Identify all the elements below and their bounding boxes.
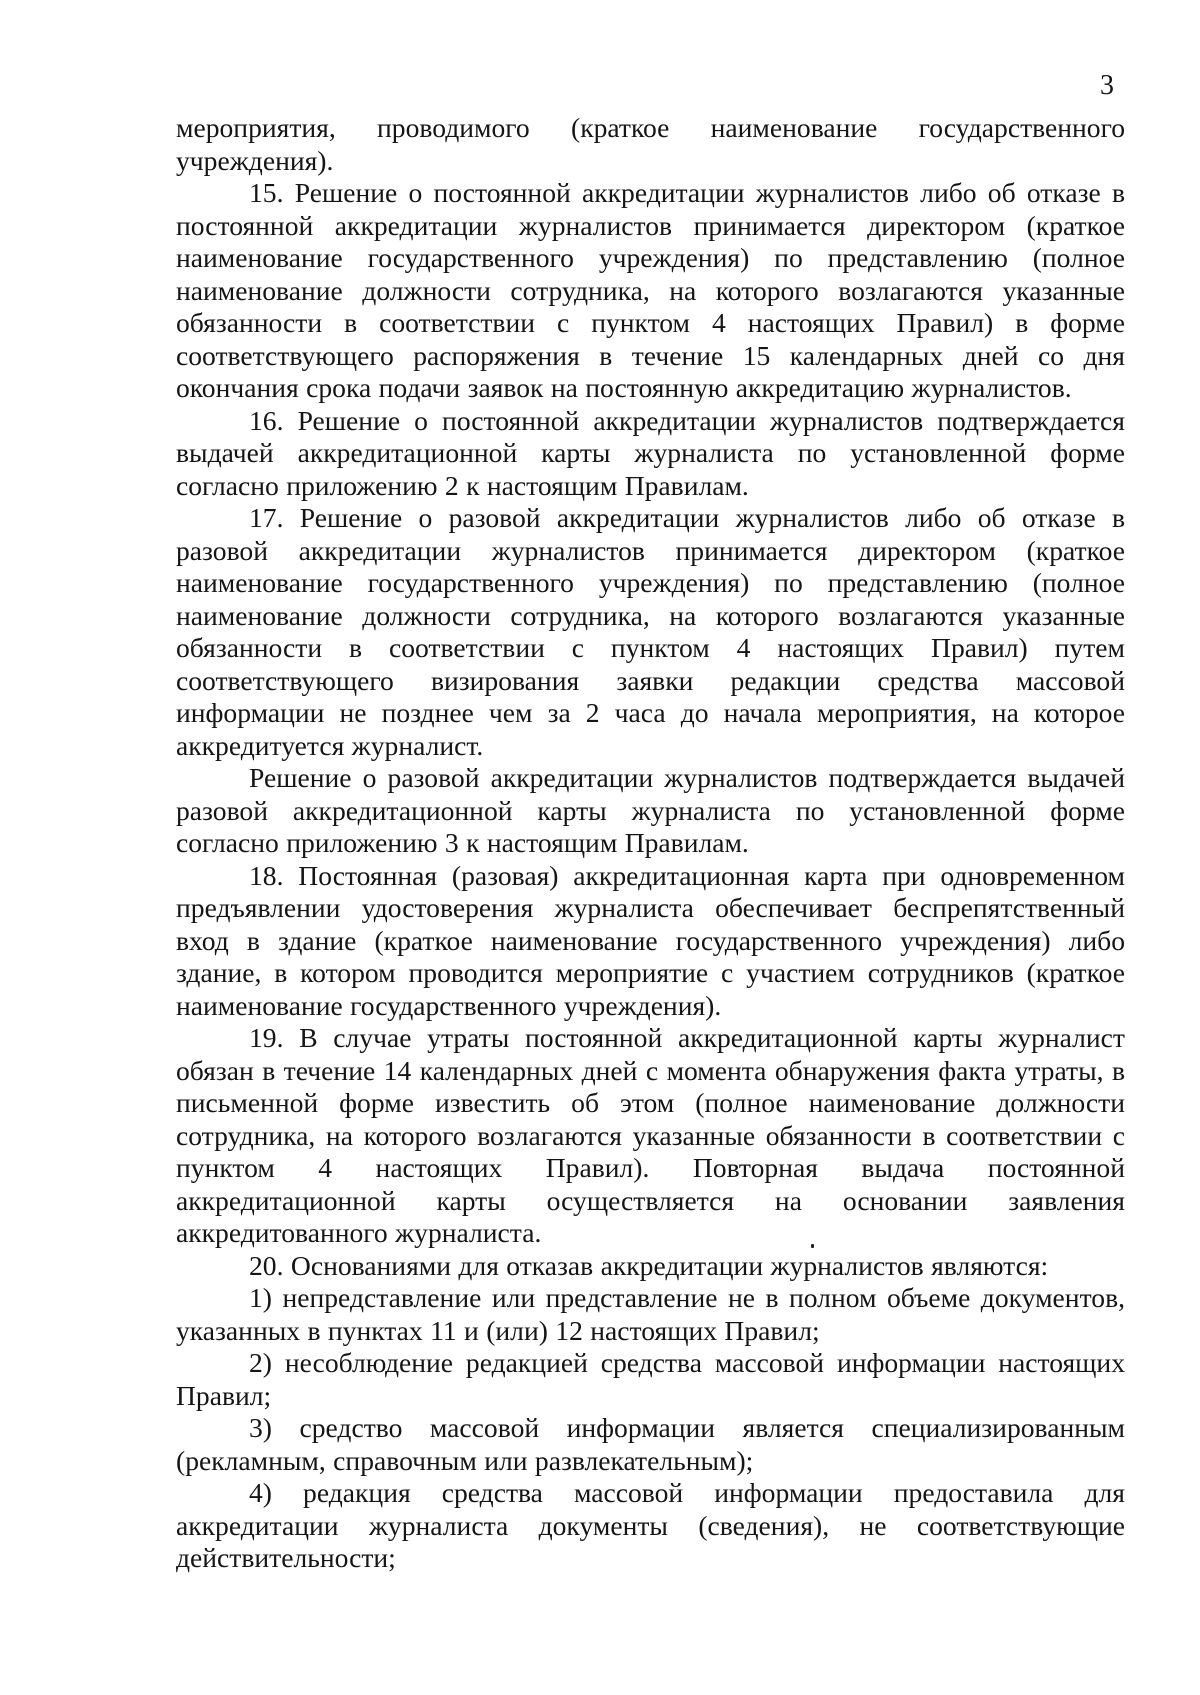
paragraph-16: 16. Решение о постоянной аккредитации журналистов подтверждается выдачей аккредитационной карты журналиста по установленной форме согласно приложению 2 к настоящим Правилам. [176, 404, 1125, 501]
document-body [176, 112, 1125, 1575]
paragraph-18: 18. Постоянная (разовая) аккредитационная карта при одновременном предъявлении удостоверения журналиста обеспечивает беспрепятственный вход в здание (краткое наименование государственного учреждения) либо здание, в котором проводится мероприятие с участием сотрудников (краткое наименование государственного учреждения). [176, 859, 1125, 1021]
paragraph-continuation: мероприятия, проводимого (краткое наименование государственного учреждения). [176, 112, 1125, 176]
paragraph-15: 15. Решение о постоянной аккредитации журналистов либо об отказе в постоянной аккредитации журналистов принимается директором (краткое наименование государственного учреждения) по представлению (полное наименование должности сотрудника, на которого возлагаются указанные обязанности в соответствии с пунктом 4 настоящих Правил) в форме соответствующего распоряжения в течение 15 календарных дней со дня окончания срока подачи заявок на постоянную аккредитацию журналистов. [176, 177, 1125, 403]
list-item-3: 3) средство массовой информации является специализированным (рекламным, справочным или развлекательным); [176, 1412, 1125, 1476]
paragraph-17: 17. Решение о разовой аккредитации журналистов либо об отказе в разовой аккредитации журналистов принимается директором (краткое наименование государственного учреждения) по представлению (полное наименование должности сотрудника, на которого возлагаются указанные обязанности в соответствии с пунктом 4 настоящих Правил) путем соответствующего визирования заявки редакции средства массовой информации не позднее чем за 2 часа до начала мероприятия, на которое аккредитуется журналист. [176, 502, 1125, 761]
list-item-2: 2) несоблюдение редакцией средства массовой информации настоящих Правил; [176, 1347, 1125, 1411]
page-number: 3 [1100, 70, 1114, 101]
scan-artifact-dot [811, 1244, 814, 1248]
paragraph-17-decision: Решение о разовой аккредитации журналистов подтверждается выдачей разовой аккредитационной карты журналиста по установленной форме согласно приложению 3 к настоящим Правилам. [176, 762, 1125, 858]
paragraph-19: 19. В случае утраты постоянной аккредитационной карты журналист обязан в течение 14 календарных дней с момента обнаружения факта утраты, в письменной форме известить об этом (полное наименование должности сотрудника, на которого возлагаются указанные обязанности в соответствии с пунктом 4 настоящих Правил). Повторная выдача постоянной аккредитационной карты осуществляется на основании заявления аккредитованного журналиста. [176, 1022, 1125, 1248]
list-item-4: 4) редакция средства массовой информации предоставила для аккредитации журналиста документы (сведения), не соответствующие действительности; [176, 1477, 1125, 1573]
list-item-1: 1) непредставление или представление не в полном объеме документов, указанных в пунктах 11 и (или) 12 настоящих Правил; [176, 1282, 1125, 1346]
paragraph-20: 20. Основаниями для отказав аккредитации журналистов являются: [249, 1249, 1049, 1281]
